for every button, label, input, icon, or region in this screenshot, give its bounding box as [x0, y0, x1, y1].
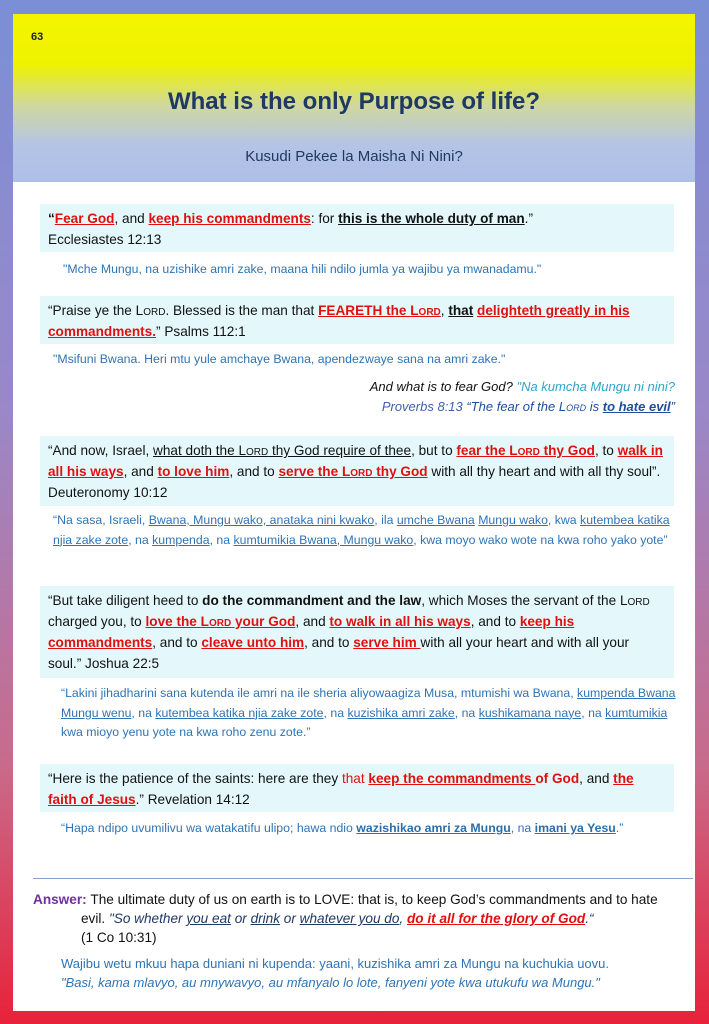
fear-question: And what is to fear God? "Na kumcha Mungu ni nini? Proverbs 8:13 “The fear of the Lord is to hate evil” — [369, 379, 675, 414]
verse-reference: Ecclesiastes 12:13 — [48, 232, 162, 247]
verse-revelation: “Here is the patience of the saints: here are they that keep the commandments of God, and the faith of Jesus.” Revelation 14:12 — [40, 764, 674, 812]
swahili-revelation: “Hapa ndipo uvumilivu wa watakatifu ulipo; hawa ndio wazishikao amri za Mungu, na imani ya Yesu.” — [61, 821, 624, 835]
page-number: 63 — [31, 31, 44, 43]
page — [13, 14, 695, 1011]
divider — [33, 878, 693, 879]
header-banner — [13, 14, 695, 182]
answer-swahili-2: "Basi, kama mlavyo, au mnywavyo, au mfanyalo lo lote, fanyeni yote kwa utukufu wa Mungu." — [61, 975, 600, 990]
answer-swahili-1: Wajibu wetu mkuu hapa duniani ni kupenda: yaani, kuzishika amri za Mungu na kuchukia uovu. — [61, 956, 610, 971]
verse-psalms: “Praise ye the Lord. Blessed is the man that FEARETH the Lord, that delighteth greatly in his commandments.” Psalms 112:1 — [40, 296, 674, 344]
swahili-deuteronomy: “Na sasa, Israeli, Bwana, Mungu wako, anataka nini kwako, ila umche Bwana Mungu wako, kwa kutembea katika njia zake zote, na kumpenda, na kumtumikia Bwana, Mungu wako, kwa moyo wako wote na kwa roho yako yote” — [53, 513, 670, 547]
verse-ecclesiastes: “Fear God, and keep his commandments: for this is the whole duty of man.” Ecclesiastes 12:13 — [40, 204, 674, 252]
answer-reference: (1 Co 10:31) — [81, 930, 157, 945]
swahili-joshua: “Lakini jihadharini sana kutenda ile amri na ile sheria aliyowaagiza Musa, mtumishi wa Bwana, kumpenda Bwana Mungu wenu, na kutembea katika njia zake zote, na kuzishika amri zake, na kushikamana naye, na kumtumikia kwa mioyo yenu yote na kwa roho zenu zote.” — [61, 686, 676, 739]
verse-joshua: “But take diligent heed to do the commandment and the law, which Moses the servant of the Lord charged you, to love the Lord your God, and to walk in all his ways, and to keep his commandments, and to cleave unto him, and to serve him with all your heart and with all your soul.” Joshua 22:5 — [40, 586, 674, 678]
verse-deuteronomy: “And now, Israel, what doth the Lord thy God require of thee, but to fear the Lord thy God, to walk in all his ways, and to love him, and to serve the Lord thy God with all thy heart and with all thy soul”. Deuteronomy 10:12 — [40, 436, 674, 506]
swahili-ecclesiastes: "Mche Mungu, na uzishike amri zake, maana hili ndilo jumla ya wajibu ya mwanadamu." — [63, 262, 542, 276]
swahili-psalms: "Msifuni Bwana. Heri mtu yule amchaye Bwana, apendezwaye sana na amri zake." — [53, 352, 506, 366]
page-subtitle: Kusudi Pekee la Maisha Ni Nini? — [245, 148, 463, 165]
answer-section: Answer: The ultimate duty of us on earth is to LOVE: that is, to keep God’s commandments and to hate evil. "So whether you eat or drink or whatever you do, do it all for the glory of God.“ (1 Co 10:31) Wajibu wetu mkuu hapa duniani ni kupenda: yaani, kuzishika amri za Mungu na kuchukia uovu. "Basi, kama mlavyo, au mnywavyo, au mfanyalo lo lote, fanyeni yote kwa utukufu wa Mungu." — [33, 890, 673, 992]
answer-label: Answer — [33, 892, 83, 907]
page-title: What is the only Purpose of life? — [167, 88, 541, 115]
